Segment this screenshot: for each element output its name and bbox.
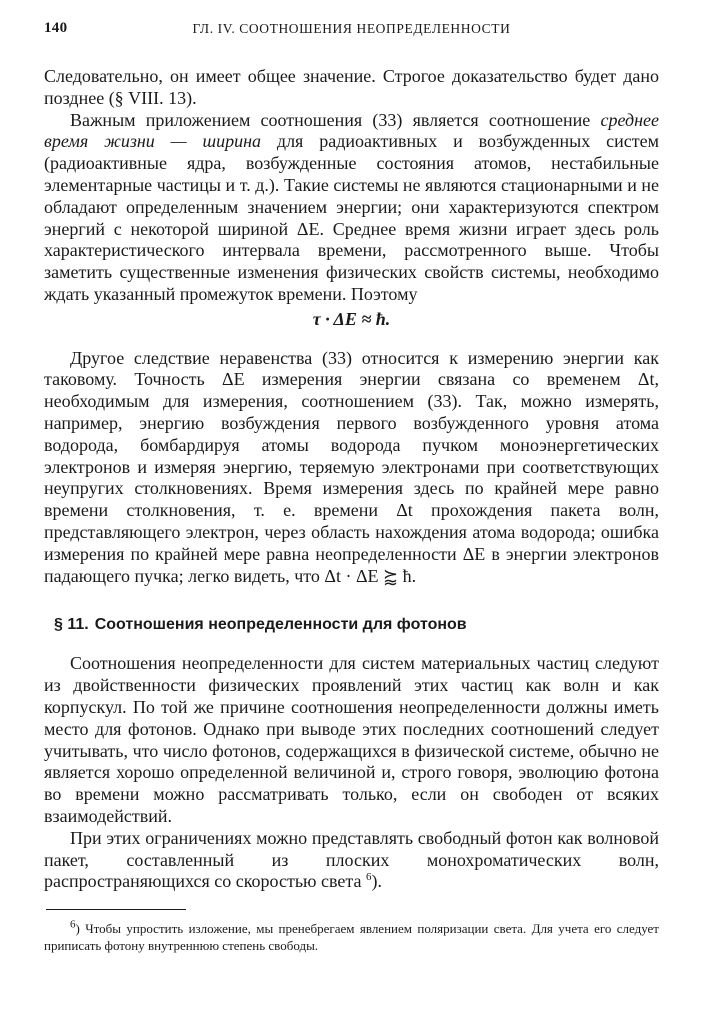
footnote bbox=[44, 920, 659, 954]
running-title: ГЛ. IV. СООТНОШЕНИЯ НЕОПРЕДЕЛЕННОСТИ bbox=[192, 21, 511, 36]
footnote-marker: 6 bbox=[70, 918, 76, 931]
footnote-reference: 6 bbox=[365, 871, 372, 884]
footnote-text: ) Чтобы упростить изложение, мы пренебрегаем явлением поляризации света. Для учета его следует приписать фотону внутреннюю степень свободы. bbox=[44, 921, 659, 954]
paragraph-2-part-a: Важным приложением соотношения (33) является соотношение bbox=[70, 109, 601, 130]
paragraph-4: Соотношения неопределенности для систем материальных частиц следуют из двойственности физических проявлений этих частиц как волн и как корпускул. По той же причине соотношения неопределенности должны иметь место для фотонов. Однако при выводе этих последних соотношений следует учитывать, что число фотонов, содержащихся в физической системе, обычно не является хорошо определенной величиной и, строго говоря, эволюцию фотона во времени можно рассматривать только, если он свободен от всяких взаимодействий. bbox=[44, 653, 659, 826]
section-heading bbox=[44, 615, 659, 635]
page-number: 140 bbox=[44, 20, 68, 36]
paragraph-1: Следовательно, он имеет общее значение. Строгое доказательство будет дано позднее (§ VIII. 13). bbox=[44, 66, 659, 108]
paragraph-3: Другое следствие неравенства (33) относится к измерению энергии как таковому. Точность ΔE измерения энергии связана со временем Δt, необходимым для измерения, соотношением (33). Так, можно измерять, например, энергию возбуждения первого возбужденного уровня атома водорода, бомбардируя атомы водорода пучком моноэнергетических электронов и измеряя энергию, теряемую электронами при соответствующих неупругих столкновениях. Время измерения здесь по крайней мере равно времени столкновения, т. е. времени Δt прохождения пакета волн, представляющего электрон, через область нахождения атома водорода; ошибка измерения по крайней мере равна неопределенности ΔE в энергии электронов падающего пучка; легко видеть, что Δt · ΔE ⪸ ħ. bbox=[44, 347, 659, 586]
paragraph-2-part-b: для радиоактивных и возбужденных систем (радиоактивные ядра, возбужденные состояния атомов, нестабильные элементарные частицы и т. д.). Такие системы не являются стационарными и не обладают определенным значением энергии; они характеризуются спектром энергий с некоторой шириной ΔE. Среднее время жизни играет здесь роль характеристического интервала времени, рассмотренного выше. Чтобы заметить существенные изменения физических свойств системы, необходимо ждать указанный промежуток времени. Поэтому bbox=[44, 131, 659, 304]
paragraph-2-emphasis: среднее время жизни — ширина bbox=[44, 109, 659, 152]
footnote-divider bbox=[46, 909, 186, 910]
page-body bbox=[44, 66, 659, 954]
page-header bbox=[44, 20, 659, 44]
paragraph-5-end: ). bbox=[371, 871, 382, 892]
paragraph-5 bbox=[44, 828, 659, 893]
section-number: § 11. bbox=[54, 616, 89, 634]
formula-lifetime-width: τ · ΔE ≈ ħ. bbox=[312, 308, 391, 329]
section-title: Соотношения неопределенности для фотонов bbox=[94, 616, 467, 634]
paragraph-2 bbox=[44, 110, 659, 306]
paragraph-5-text: При этих ограничениях можно представлять свободный фотон как волновой пакет, составленный из плоских монохроматических волн, распространяющихся со скоростью света bbox=[44, 827, 659, 892]
